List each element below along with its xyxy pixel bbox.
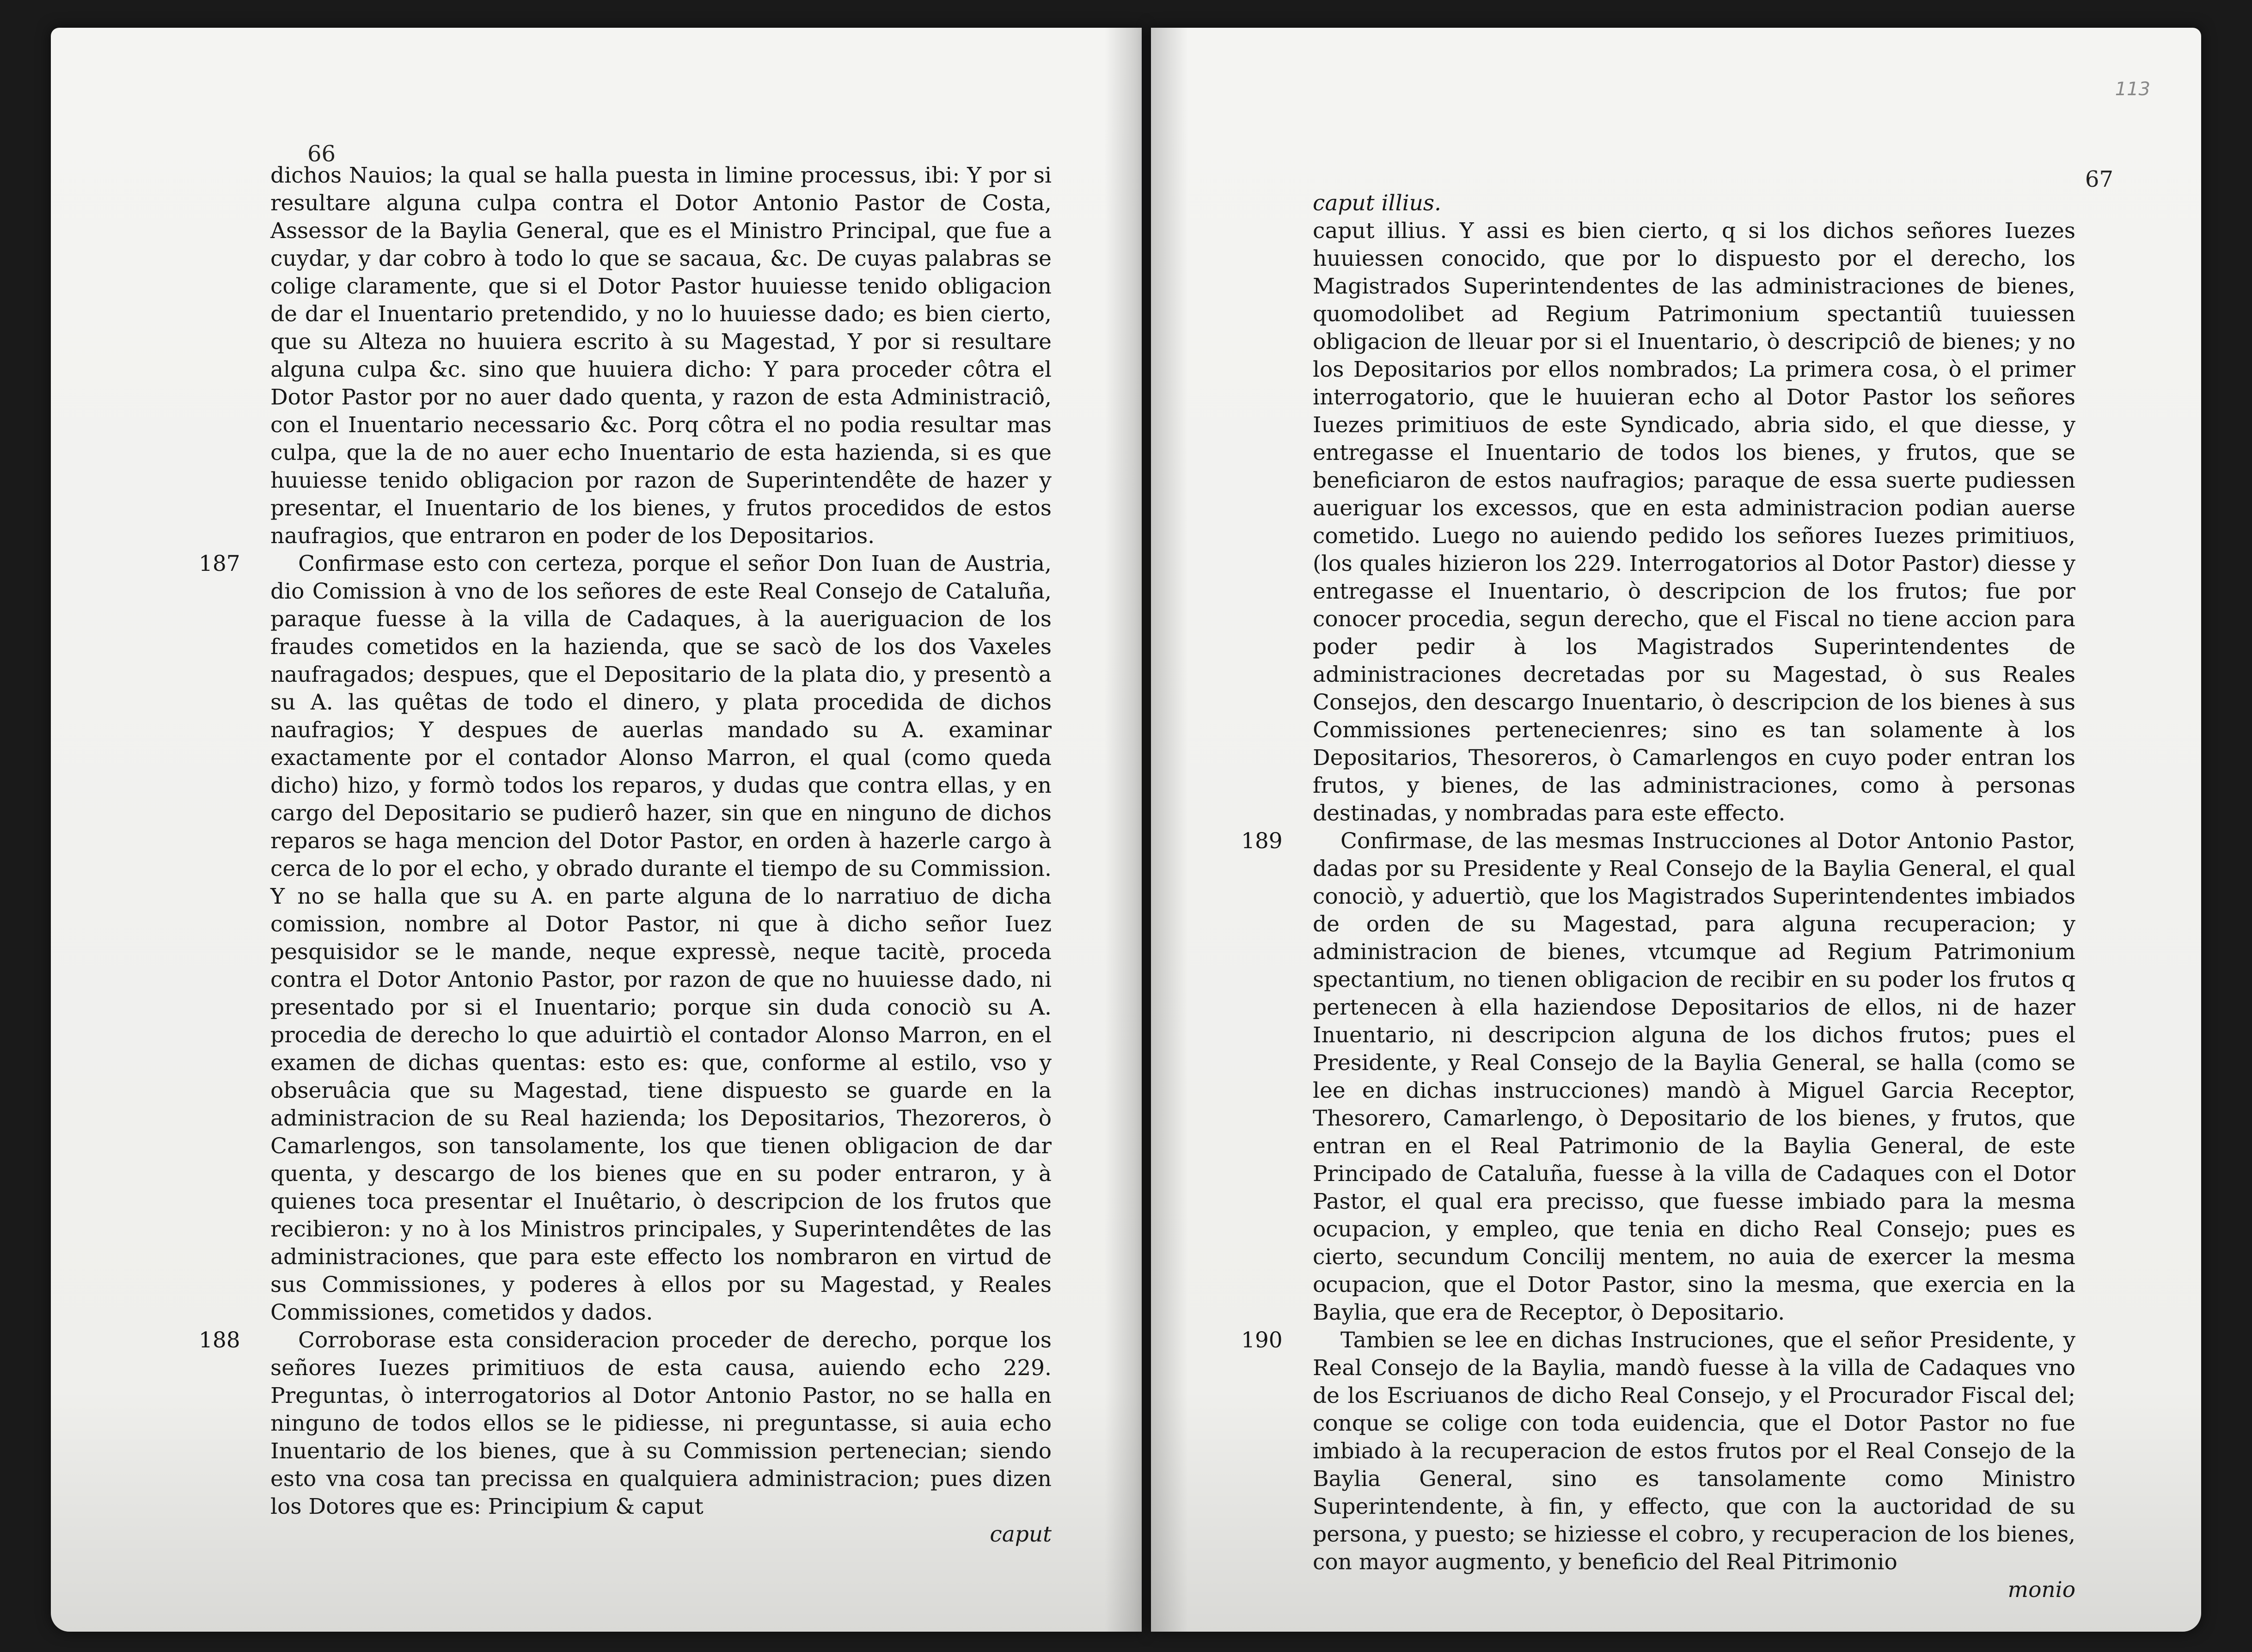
spine-shadow-right [1151,28,1188,1632]
paragraph-text: Tambien se lee en dichas Instruciones, que el señor Presidente, y Real Consejo de la Baylia, mandò fuesse à la villa de Cadaques vno de los Escriuanos de dicho Real Consejo, y el Procurador Fiscal del; conque se colige con toda euidencia, que el Dotor Pastor no fue imbiado à la recuperacion de estos frutos por el Real Consejo de la Baylia General, sino es tansolamente como Ministro Superintendente, à fin, y effecto, que con la auctoridad de su persona, y puesto; se hiziesse el cobro, y recuperacion de los bienes, con mayor augmento, y beneficio del Real Pitrimonio [1313,1328,2075,1575]
paragraph-number: 190 [1241,1328,1283,1353]
paragraph-number: 187 [199,551,240,576]
right-page-text [1241,190,2075,1604]
pencil-folio-number: 113 [2115,79,2150,100]
spine-shadow-left [1105,28,1142,1632]
paragraph-continuation-right [1313,217,2075,827]
paragraph-text: caput illius. Y assi es bien cierto, q si los dichos señores Iuezes huuiessen conocido, que por lo dispuesto por el derecho, los Magistrados Superintendentes de las administraciones de bienes, quomodolibet ad Regium Patrimonium spectantiû tuuiessen obligacion de lleuar por si el Inuentario, ò descripciô de bienes; y no los Depositarios por ellos nombrados; La primera cosa, ò el primer interrogatorio, que le huuieran echo al Dotor Pastor los señores Iuezes primitiuos de este Syndicado, abria sido, el que diesse, y entregasse el Inuentario de todos los bienes, y frutos, que se beneficiaron de estos naufragios; paraque de essa suerte pudiessen aueriguar los excessos, que en esta administracion podian auerse cometido. Luego no auiendo pedido los señores Iuezes primitiuos, (los quales hizieron los 229. Interrogatorios al Dotor Pastor) diesse y entregasse el Inuentario, ò descripcion de los frutos; fue por conocer procedia, segun derecho, que el Fiscal no tiene accion para poder pedir à los Magistrados Superintendentes de administraciones decretadas por su Magestad, ò sus Reales Consejos, den descargo Inuentario, ò descripcion de los bienes à sus Commissiones pertenecienres; sino es tan solamente à los Depositarios, Thesoreros, ò Camarlengos en cuyo poder entran los frutos, y bienes, de las administraciones, como à personas destinadas, y nombradas para este effecto. [1313,218,2075,826]
paragraph-number: 189 [1241,828,1283,854]
paragraph-text: dichos Nauios; la qual se halla puesta in limine processus, ibi: Y por si resultare alguna culpa contra el Dotor Antonio Pastor de Costa, Assessor de la Baylia General, que es el Ministro Principal, que fue a cuydar, y dar cobro à todo lo que se sacaua, &c. De cuyas palabras se colige claramente, que si el Dotor Pastor huuiesse tenido obligacion de dar el Inuentario pretendido, y no lo huuiesse dado; es bien cierto, que su Alteza no huuiera escrito à su Magestad, Y por si resultare alguna culpa &c. sino que huuiera dicho: Y para proceder côtra el Dotor Pastor por no auer dado quenta, y razon de esta Administraciô, con el Inuentario necessario &c. Porq côtra el no podia resultar mas culpa, que la de no auer echo Inuentario de esta hazienda, si es que huuiesse tenido obligacion por razon de Superintendête de hazer y presentar, el Inuentario de los bienes, y frutos procedidos de estos naufragios, que entraron en poder de los Depositarios. [270,163,1052,549]
catchword-left: caput [990,1522,1052,1547]
paragraph-text: Corroborase esta consideracion proceder de derecho, porque los señores Iuezes primitiuos de esta causa, auiendo echo 229. Preguntas, ò interrogatorios al Dotor Antonio Pastor, no se halla en ninguno de todos ellos se le pidiesse, ni preguntasse, si auia echo Inuentario de los bienes, que à su Commission pertenecian; siendo esto vna cosa tan precissa en qualquiera administracion; pues dizen los Dotores que es: Principium & caput [270,1328,1052,1519]
left-page-text [199,162,1052,1548]
paragraph-number: 188 [199,1328,240,1353]
paragraph-188 [199,1327,1052,1521]
paragraph-190 [1241,1327,2075,1576]
paragraph-text: Confirmase, de las mesmas Instrucciones al Dotor Antonio Pastor, dadas por su Presidente y Real Consejo de la Baylia General, el qual conociò, y aduertiò, que los Magistrados Superintendentes imbiados de orden de su Magestad, para alguna recuperacion; y administracion de bienes, vtcumque ad Regium Patrimonium spectantium, no tienen obligacion de recibir en su poder los frutos q pertenecen à ella haziendose Depositarios de ellos, ni de hazer Inuentario, ni descripcion alguna de los dichos frutos; pues el Presidente, y Real Consejo de la Baylia General, se halla (como se lee en dichas instrucciones) mandò à Miguel Garcia Receptor, Thesorero, Camarlengo, ò Depositario de los bienes, y frutos, que entran en el Real Patrimonio de la Baylia General, de este Principado de Cataluña, fuesse à la villa de Cadaques con el Dotor Pastor, el qual era precisso, que fuesse imbiado para la mesma ocupacion, y empleo, que tenia en dicho Real Consejo; pues es cierto, secundum Concilij mentem, no auia de exercer la mesma ocupacion, que el Dotor Pastor, sino la mesma, que exercia en la Baylia, que era de Receptor, ò Depositario. [1313,828,2075,1325]
page-number-right: 67 [2085,166,2113,192]
right-page [1151,28,2201,1632]
paragraph-continuation-left [270,162,1052,550]
paragraph-187 [199,550,1052,1327]
page-number-left: 66 [307,141,336,167]
paragraph-text: Confirmase esto con certeza, porque el señor Don Iuan de Austria, dio Comission à vno de los señores de este Real Consejo de Cataluña, paraque fuesse à la villa de Cadaques, à la aueriguacion de los fraudes cometidos en la hazienda, que se sacò de los dos Vaxeles naufragados; despues, que el Depositario de la plata dio, y presentò a su A. las quêtas de todo el dinero, y plata procedida de dichos naufragios; Y despues de auerlas mandado su A. examinar exactamente por el contador Alonso Marron, el qual (como queda dicho) hizo, y formò todos los reparos, y dudas que contra ellas, y en cargo del Depositario se pudierô hazer, sin que en ninguno de dichos reparos se haga mencion del Dotor Pastor, en orden à hazerle cargo à cerca de lo por el echo, y obrado durante el tiempo de su Commission. Y no se halla que su A. en parte alguna de lo narratiuo de dicha comission, nombre al Dotor Pastor, ni que à dicho señor Iuez pesquisidor se le mande, neque expressè, neque tacitè, proceda contra el Dotor Antonio Pastor, por razon de que no huuiesse dado, ni presentado por si el Inuentario; porque sin duda conociò su A. procedia de derecho lo que aduirtiò el contador Alonso Marron, en el examen de dichas quentas: esto es: que, conforme al estilo, vso y obseruâcia que su Magestad, tiene dispuesto se guarde en la administracion de su Real hazienda; los Depositarios, Thezoreros, ò Camarlengos, son tansolamente, los que tienen obligacion de dar quenta, y descargo de los bienes que en su poder entraron, y à quienes toca presentar el Inuêtario, ò descripcion de los frutos que recibieron: y no à los Ministros principales, y Superintendêtes de las administraciones, que para este effecto los nombraron en virtud de sus Commissiones, y poderes à ellos por su Magestad, y Reales Commissiones, cometidos y dados. [270,551,1052,1325]
paragraph-189 [1241,827,2075,1327]
catchword-right: monio [2007,1577,2075,1603]
running-header-right: caput illius. [1313,190,1441,216]
left-page [51,28,1142,1632]
